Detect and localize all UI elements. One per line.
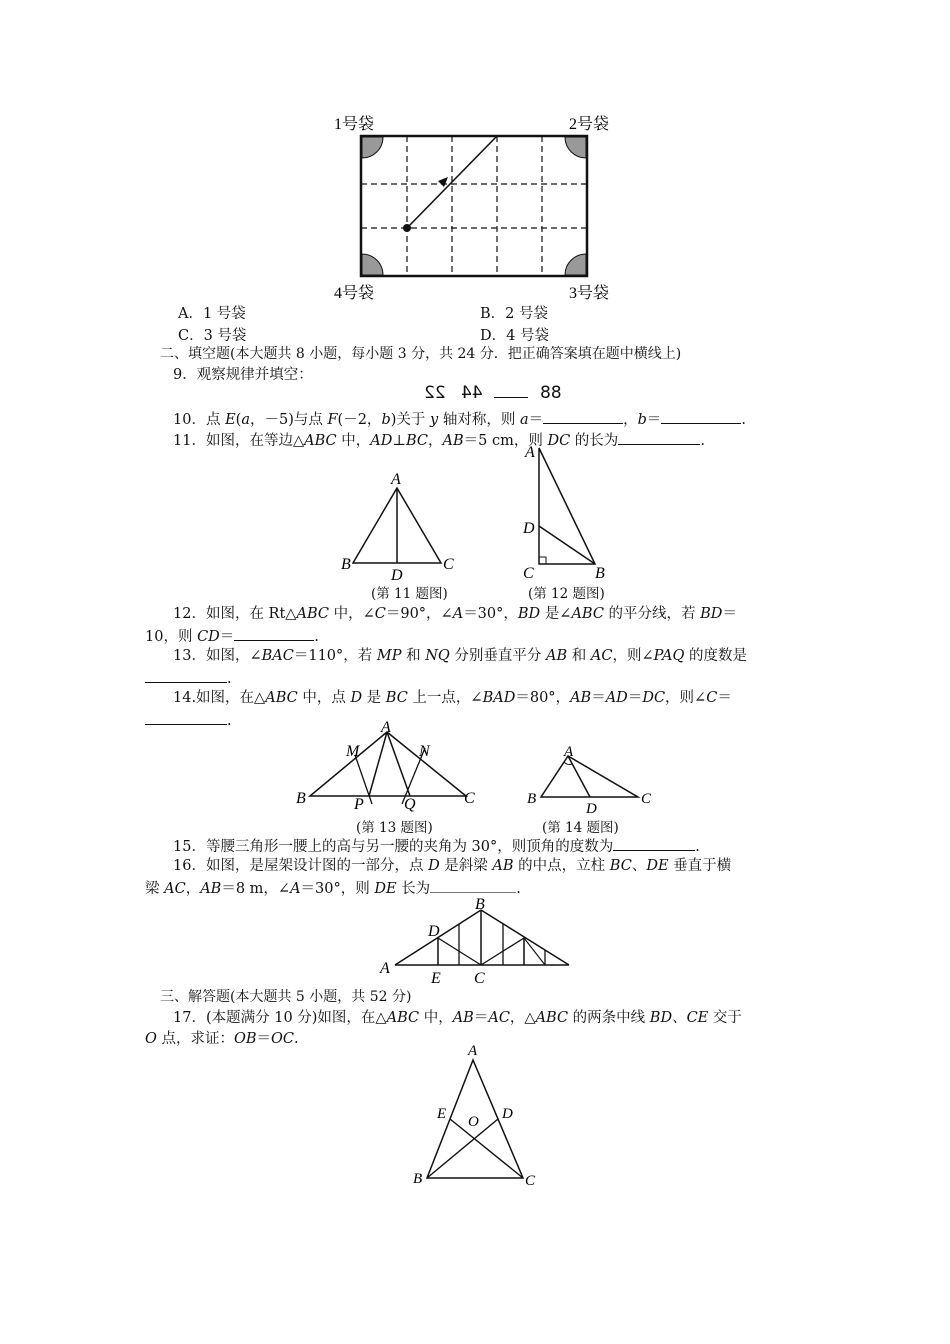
fig13-label-c: C: [464, 790, 475, 807]
question-17-line-2: O 点，求证：OB＝OC.: [145, 1031, 299, 1047]
pocket-3: [565, 254, 586, 275]
question-15: 15．等腰三角形一腰上的高与另一腰的夹角为 30°，则顶角的度数为 .: [173, 836, 700, 856]
q10-blank-a[interactable]: [543, 409, 623, 424]
fig11-label-a: A: [391, 471, 401, 488]
fig17-label-a: A: [468, 1043, 478, 1059]
fig11-label-b: B: [341, 556, 351, 573]
q11-blank[interactable]: [618, 430, 700, 445]
fig12-label-a: A: [525, 444, 535, 461]
q16-blank[interactable]: [430, 878, 516, 893]
fig13-label-a: A: [381, 719, 391, 736]
bag1-label: 1号袋: [334, 116, 375, 133]
fig13-label-p: P: [354, 796, 364, 813]
fig11-label-c: C: [443, 556, 454, 573]
fig14-label-c: C: [641, 791, 652, 807]
q9-term-4: 88: [539, 383, 562, 403]
question-9: 9．观察规律并填空：: [173, 367, 313, 383]
figure-11-caption: (第 11 题图): [371, 586, 448, 602]
option-b: B．2 号袋: [480, 306, 548, 322]
section-3-title: 三、解答题(本大题共 5 小题，共 52 分): [160, 989, 412, 1005]
fig17-label-e: E: [437, 1106, 447, 1122]
q9-term-2: 44: [461, 383, 483, 403]
figure-12: [515, 440, 615, 582]
fig13-label-q: Q: [404, 796, 416, 813]
q9-term-1: 22: [424, 383, 446, 403]
q14-blank[interactable]: [145, 710, 227, 725]
fig17-label-d: D: [502, 1106, 513, 1122]
q12-blank[interactable]: [234, 626, 314, 641]
fig16-label-b: B: [475, 896, 485, 913]
fig17-label-o: O: [468, 1114, 479, 1130]
question-10: 10．点 E(a，－5)与点 F(－2，b)关于 y 轴对称，则 a＝ ，b＝ .: [173, 409, 746, 429]
question-12-line-2: 10，则 CD＝ .: [145, 626, 319, 646]
fig13-label-n: N: [419, 743, 430, 760]
question-14-line-1: 14.如图，在△ABC 中，点 D 是 BC 上一点，∠BAD＝80°，AB＝AD＝DC，则∠C＝: [173, 690, 732, 706]
section-2-title: 二、填空题(本大题共 8 小题，每小题 3 分，共 24 分．把正确答案填在题中横线上): [160, 346, 682, 362]
fig12-label-d: D: [523, 520, 535, 537]
fig16-label-e: E: [431, 970, 441, 987]
fig14-label-b: B: [527, 791, 537, 807]
billiard-table-figure: [320, 105, 630, 305]
option-d: D．4 号袋: [480, 328, 549, 344]
fig12-label-b: B: [595, 565, 605, 582]
pocket-2: [565, 137, 586, 158]
figure-14: [520, 744, 660, 816]
figure-11: [335, 468, 465, 583]
pocket-4: [362, 254, 383, 275]
question-13-line-2: .: [145, 668, 232, 688]
figure-17: [405, 1040, 550, 1190]
q13-blank[interactable]: [145, 668, 227, 683]
figure-12-caption: (第 12 题图): [528, 586, 605, 602]
fig17-label-c: C: [525, 1173, 536, 1189]
figure-13-caption: (第 13 题图): [356, 820, 433, 836]
fig13-label-m: M: [346, 743, 360, 760]
question-16-line-2: 梁 AC，AB＝8 m，∠A＝30°，则 DE 长为 .: [145, 878, 521, 898]
fig16-label-c: C: [474, 970, 485, 987]
question-17-line-1: 17．(本题满分 10 分)如图，在△ABC 中，AB＝AC，△ABC 的两条中线 BD、CE 交于: [173, 1010, 742, 1026]
fig12-label-c: C: [523, 565, 534, 582]
figure-16: [375, 893, 575, 988]
figure-14-caption: (第 14 题图): [542, 820, 619, 836]
fig14-label-a: A: [564, 744, 574, 760]
fig14-label-d: D: [586, 801, 597, 816]
bag3-label: 3号袋: [569, 285, 610, 302]
bag4-label: 4号袋: [334, 285, 375, 302]
q9-sequence: [424, 383, 561, 403]
fig17-label-b: B: [413, 1171, 423, 1187]
question-11: 11．如图，在等边△ABC 中，AD⊥BC，AB＝5 cm，则 DC 的长为 .: [173, 430, 705, 450]
q9-blank[interactable]: [494, 383, 528, 398]
q15-blank[interactable]: [613, 836, 695, 851]
fig16-label-a: A: [380, 960, 390, 977]
question-16-line-1: 16．如图，是屋架设计图的一部分，点 D 是斜梁 AB 的中点，立柱 BC、DE 垂直于横: [173, 858, 732, 874]
option-c: C．3 号袋: [178, 328, 247, 344]
fig16-label-d: D: [428, 923, 440, 940]
table-border: [361, 136, 587, 276]
question-14-line-2: .: [145, 710, 232, 730]
option-a: A．1 号袋: [178, 306, 246, 322]
q10-blank-b[interactable]: [661, 409, 741, 424]
question-12-line-1: 12．如图，在 Rt△ABC 中，∠C＝90°，∠A＝30°，BD 是∠ABC 的平分线，若 BD＝: [173, 606, 737, 622]
bag2-label: 2号袋: [569, 116, 610, 133]
ball: [403, 224, 411, 232]
fig11-label-d: D: [391, 567, 403, 583]
pocket-1: [362, 137, 383, 158]
fig13-label-b: B: [296, 790, 306, 807]
question-13-line-1: 13．如图，∠BAC＝110°，若 MP 和 NQ 分别垂直平分 AB 和 AC，则∠PAQ 的度数是: [173, 648, 748, 664]
figure-13: [290, 718, 490, 813]
